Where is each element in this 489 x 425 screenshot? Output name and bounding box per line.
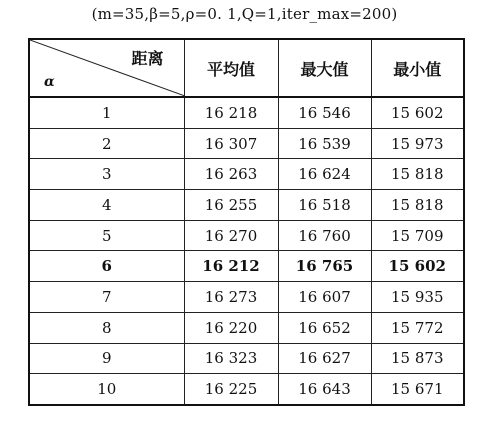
table-row: [29, 374, 464, 405]
cell-max: 16 539: [278, 128, 371, 159]
cell-average: 16 212: [184, 251, 278, 282]
cell-max: 16 607: [278, 282, 371, 313]
cell-min: 15 671: [371, 374, 464, 405]
cell-min: 15 818: [371, 159, 464, 190]
cell-min: 15 772: [371, 312, 464, 343]
cell-average: 16 263: [184, 159, 278, 190]
table-row: [29, 128, 464, 159]
cell-min: 15 873: [371, 343, 464, 374]
table-header-row: [29, 39, 464, 97]
cell-max: 16 518: [278, 190, 371, 221]
cell-max: 16 652: [278, 312, 371, 343]
column-header-min: 最小值: [371, 39, 464, 97]
cell-max: 16 624: [278, 159, 371, 190]
cell-max: 16 765: [278, 251, 371, 282]
cell-average: 16 220: [184, 312, 278, 343]
cell-alpha: 7: [29, 282, 184, 313]
column-header-max: 最大值: [278, 39, 371, 97]
cell-max: 16 627: [278, 343, 371, 374]
table-row: [29, 282, 464, 313]
cell-min: 15 818: [371, 190, 464, 221]
cell-average: 16 255: [184, 190, 278, 221]
cell-average: 16 218: [184, 97, 278, 128]
cell-min: 15 973: [371, 128, 464, 159]
cell-average: 16 273: [184, 282, 278, 313]
cell-alpha: 1: [29, 97, 184, 128]
cell-alpha: 5: [29, 220, 184, 251]
cell-average: 16 323: [184, 343, 278, 374]
corner-label-distance: 距离: [131, 49, 164, 68]
cell-average: 16 307: [184, 128, 278, 159]
corner-label-alpha: α: [44, 74, 55, 90]
cell-average: 16 225: [184, 374, 278, 405]
cell-min: 15 709: [371, 220, 464, 251]
table-row: [29, 312, 464, 343]
table-caption: (m=35,β=5,ρ=0. 1,Q=1,iter_max=200): [91, 5, 398, 23]
cell-alpha: 8: [29, 312, 184, 343]
cell-alpha: 3: [29, 159, 184, 190]
cell-max: 16 643: [278, 374, 371, 405]
column-header-average: 平均值: [184, 39, 278, 97]
diagonal-header-cell: [29, 39, 184, 97]
cell-max: 16 760: [278, 220, 371, 251]
table-row: [29, 159, 464, 190]
cell-min: 15 602: [371, 97, 464, 128]
table-row: [29, 190, 464, 221]
cell-min: 15 935: [371, 282, 464, 313]
cell-min: 15 602: [371, 251, 464, 282]
cell-alpha: 2: [29, 128, 184, 159]
table-body: [29, 97, 464, 405]
results-table: [28, 38, 465, 406]
table-row: [29, 220, 464, 251]
table-row: [29, 97, 464, 128]
cell-alpha: 6: [29, 251, 184, 282]
cell-alpha: 4: [29, 190, 184, 221]
table-row: [29, 251, 464, 282]
cell-max: 16 546: [278, 97, 371, 128]
table-row: [29, 343, 464, 374]
cell-alpha: 9: [29, 343, 184, 374]
cell-alpha: 10: [29, 374, 184, 405]
cell-average: 16 270: [184, 220, 278, 251]
